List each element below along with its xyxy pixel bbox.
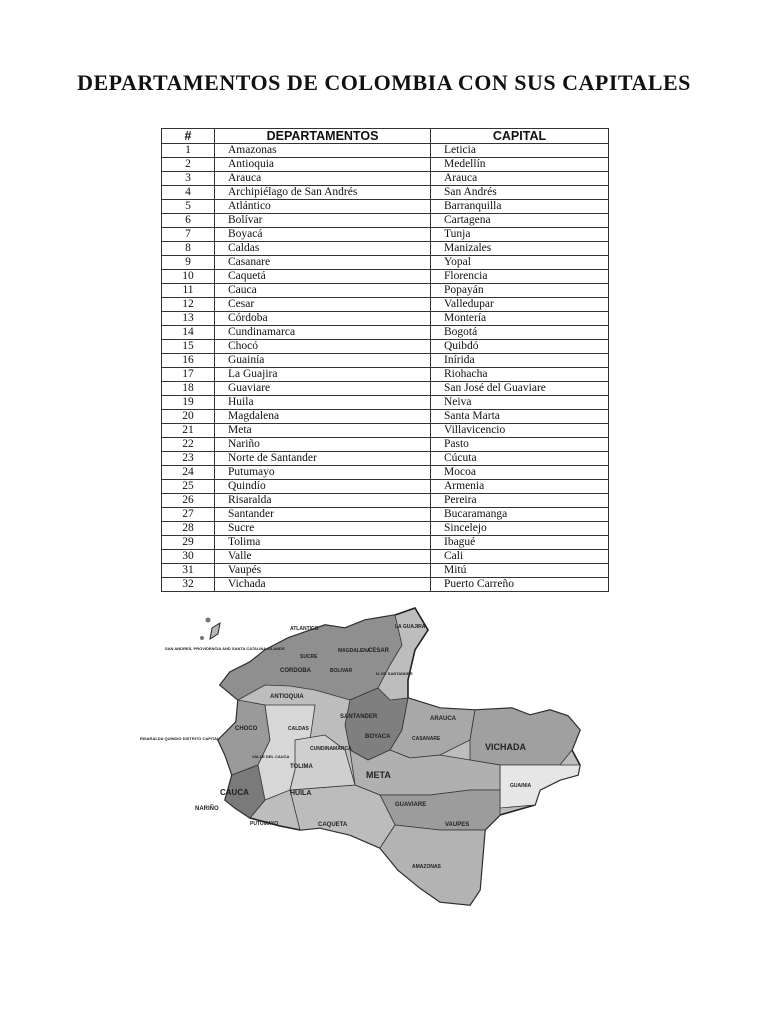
map-label-magdalena: MAGDALENA	[338, 648, 371, 654]
capital-name: Quibdó	[431, 340, 609, 354]
row-number: 11	[162, 284, 215, 298]
row-number: 22	[162, 438, 215, 452]
header-departments: DEPARTAMENTOS	[215, 129, 431, 144]
row-number: 14	[162, 326, 215, 340]
table-row	[162, 144, 609, 158]
capital-name: Manizales	[431, 242, 609, 256]
row-number: 21	[162, 424, 215, 438]
capital-name: Yopal	[431, 256, 609, 270]
department-name: Valle	[215, 550, 431, 564]
department-name: Arauca	[215, 172, 431, 186]
row-number: 18	[162, 382, 215, 396]
row-number: 9	[162, 256, 215, 270]
row-number: 19	[162, 396, 215, 410]
capital-name: San José del Guaviare	[431, 382, 609, 396]
department-name: Caquetá	[215, 270, 431, 284]
map-label-arauca: ARAUCA	[430, 716, 456, 722]
department-name: Vaupés	[215, 564, 431, 578]
department-name: Amazonas	[215, 144, 431, 158]
map-label-narino: NARIÑO	[195, 806, 219, 812]
map-label-meta: META	[366, 770, 391, 780]
table-row	[162, 550, 609, 564]
map-label-caqueta: CAQUETA	[318, 822, 348, 828]
capital-name: Cali	[431, 550, 609, 564]
department-name: Meta	[215, 424, 431, 438]
table-body	[162, 144, 609, 592]
table-row	[162, 340, 609, 354]
table-row	[162, 494, 609, 508]
department-name: Nariño	[215, 438, 431, 452]
capital-name: Bucaramanga	[431, 508, 609, 522]
map-label-vichada: VICHADA	[485, 742, 527, 752]
capital-name: Barranquilla	[431, 200, 609, 214]
row-number: 1	[162, 144, 215, 158]
table-row	[162, 466, 609, 480]
table-row	[162, 480, 609, 494]
row-number: 32	[162, 578, 215, 592]
map-label-sucre: SUCRE	[300, 654, 318, 660]
department-name: Sucre	[215, 522, 431, 536]
department-name: Casanare	[215, 256, 431, 270]
capital-name: Puerto Carreño	[431, 578, 609, 592]
table-row	[162, 172, 609, 186]
map-label-antioquia: ANTIOQUIA	[270, 694, 304, 700]
row-number: 4	[162, 186, 215, 200]
map-label-guainia: GUAINIA	[510, 783, 532, 789]
row-number: 23	[162, 452, 215, 466]
row-number: 31	[162, 564, 215, 578]
table-row	[162, 270, 609, 284]
department-name: Guainía	[215, 354, 431, 368]
capital-name: Florencia	[431, 270, 609, 284]
table-row	[162, 186, 609, 200]
department-name: Guaviare	[215, 382, 431, 396]
map-label-amazonas: AMAZONAS	[412, 864, 441, 870]
row-number: 7	[162, 228, 215, 242]
capital-name: Arauca	[431, 172, 609, 186]
row-number: 6	[162, 214, 215, 228]
guaviare-vaupes	[380, 790, 500, 830]
map-label-huila: HUILA	[290, 790, 312, 797]
san-andres-island	[210, 623, 220, 639]
department-name: Vichada	[215, 578, 431, 592]
capital-name: Cúcuta	[431, 452, 609, 466]
capital-name: Sincelejo	[431, 522, 609, 536]
capital-name: Mitú	[431, 564, 609, 578]
header-capital: CAPITAL	[431, 129, 609, 144]
capital-name: Pasto	[431, 438, 609, 452]
row-number: 13	[162, 312, 215, 326]
table-row	[162, 368, 609, 382]
table-row	[162, 452, 609, 466]
table-row	[162, 256, 609, 270]
row-number: 30	[162, 550, 215, 564]
table-row	[162, 396, 609, 410]
map-label-guaviare: GUAVIARE	[395, 802, 427, 808]
department-name: Chocó	[215, 340, 431, 354]
small-island	[200, 636, 204, 640]
department-name: Cauca	[215, 284, 431, 298]
map-label-boyaca: BOYACA	[365, 734, 391, 740]
map-label-risaralda-note: RISARALDA QUINDIO DISTRITO CAPITAL	[140, 736, 220, 741]
row-number: 15	[162, 340, 215, 354]
vichada-region	[470, 708, 580, 765]
capital-name: Armenia	[431, 480, 609, 494]
capital-name: Ibagué	[431, 536, 609, 550]
department-name: Atlántico	[215, 200, 431, 214]
capital-name: Santa Marta	[431, 410, 609, 424]
department-name: Cundinamarca	[215, 326, 431, 340]
department-name: Tolima	[215, 536, 431, 550]
department-name: Córdoba	[215, 312, 431, 326]
map-label-putumayo: PUTUMAYO	[250, 821, 279, 827]
row-number: 29	[162, 536, 215, 550]
row-number: 2	[162, 158, 215, 172]
department-name: Archipiélago de San Andrés	[215, 186, 431, 200]
table-row	[162, 522, 609, 536]
table-row	[162, 564, 609, 578]
table-row	[162, 242, 609, 256]
row-number: 12	[162, 298, 215, 312]
row-number: 27	[162, 508, 215, 522]
map-label-cordoba: CORDOBA	[280, 668, 311, 674]
capital-name: Riohacha	[431, 368, 609, 382]
table-row	[162, 382, 609, 396]
capital-name: Mocoa	[431, 466, 609, 480]
department-name: Huila	[215, 396, 431, 410]
row-number: 20	[162, 410, 215, 424]
table-row	[162, 536, 609, 550]
table-row	[162, 200, 609, 214]
row-number: 3	[162, 172, 215, 186]
table-row	[162, 354, 609, 368]
header-number: #	[162, 129, 215, 144]
map-label-casanare: CASANARE	[412, 736, 441, 742]
table-header-row	[162, 129, 609, 144]
capital-name: Popayán	[431, 284, 609, 298]
page-title: DEPARTAMENTOS DE COLOMBIA CON SUS CAPITALES	[77, 70, 691, 95]
map-label-valle: VALLE DEL CAUCA	[252, 754, 290, 759]
map-label-bolivar: BOLIVAR	[330, 668, 353, 674]
department-name: Norte de Santander	[215, 452, 431, 466]
capital-name: Inírida	[431, 354, 609, 368]
department-name: Putumayo	[215, 466, 431, 480]
row-number: 8	[162, 242, 215, 256]
map-label-choco: CHOCO	[235, 726, 258, 732]
row-number: 16	[162, 354, 215, 368]
department-name: Bolívar	[215, 214, 431, 228]
map-label-santander: SANTANDER	[340, 714, 378, 720]
department-name: Magdalena	[215, 410, 431, 424]
table-row	[162, 228, 609, 242]
table-row	[162, 424, 609, 438]
departments-table	[161, 128, 609, 592]
department-name: Quindío	[215, 480, 431, 494]
row-number: 24	[162, 466, 215, 480]
map-label-la-guajira: LA GUAJIRA	[395, 624, 426, 630]
table-row	[162, 214, 609, 228]
table-row	[162, 326, 609, 340]
capital-name: Cartagena	[431, 214, 609, 228]
department-name: Caldas	[215, 242, 431, 256]
table-row	[162, 410, 609, 424]
map-label-vaupes: VAUPES	[445, 822, 470, 828]
colombia-map	[140, 590, 595, 920]
capital-name: Pereira	[431, 494, 609, 508]
row-number: 28	[162, 522, 215, 536]
capital-name: Tunja	[431, 228, 609, 242]
map-label-san-andres: SAN ANDRES, PROVIDENCIA AND SANTA CATALINA ISLANDS	[165, 646, 285, 651]
row-number: 5	[162, 200, 215, 214]
capital-name: Villavicencio	[431, 424, 609, 438]
map-label-atlantico: ATLANTICO	[290, 626, 319, 632]
map-label-norte-santander: N. DE SANTANDER	[376, 671, 413, 676]
table-row	[162, 158, 609, 172]
map-label-caldas: CALDAS	[288, 726, 309, 732]
row-number: 17	[162, 368, 215, 382]
row-number: 25	[162, 480, 215, 494]
department-name: Cesar	[215, 298, 431, 312]
table-row	[162, 508, 609, 522]
map-label-cundinamarca: CUNDINAMARCA	[310, 746, 352, 752]
table-row	[162, 438, 609, 452]
department-name: Risaralda	[215, 494, 431, 508]
map-label-tolima: TOLIMA	[290, 764, 313, 770]
department-name: La Guajira	[215, 368, 431, 382]
table-row	[162, 312, 609, 326]
capital-name: Medellín	[431, 158, 609, 172]
row-number: 26	[162, 494, 215, 508]
map-label-cauca: CAUCA	[220, 788, 249, 797]
capital-name: Montería	[431, 312, 609, 326]
capital-name: Leticia	[431, 144, 609, 158]
table-row	[162, 284, 609, 298]
capital-name: Bogotá	[431, 326, 609, 340]
capital-name: San Andrés	[431, 186, 609, 200]
capital-name: Valledupar	[431, 298, 609, 312]
department-name: Santander	[215, 508, 431, 522]
department-name: Antioquia	[215, 158, 431, 172]
row-number: 10	[162, 270, 215, 284]
table-row	[162, 298, 609, 312]
capital-name: Neiva	[431, 396, 609, 410]
map-label-cesar: CESAR	[368, 648, 390, 654]
providencia-island	[206, 618, 211, 623]
department-name: Boyacá	[215, 228, 431, 242]
